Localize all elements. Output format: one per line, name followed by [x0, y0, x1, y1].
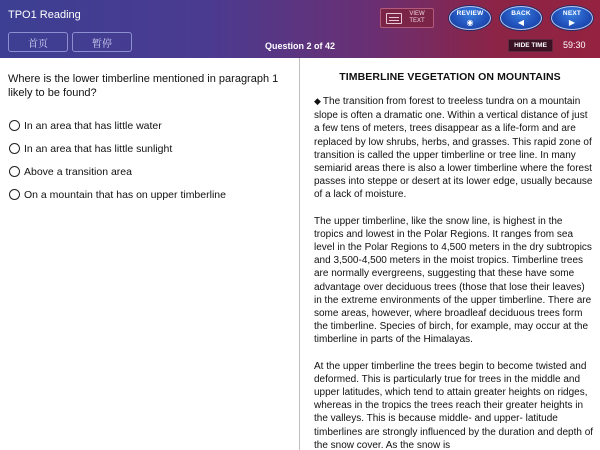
radio-button[interactable] — [9, 120, 20, 131]
passage-body — [314, 95, 594, 450]
view-text-button[interactable] — [380, 8, 434, 28]
answer-option-label[interactable]: In an area that has little sunlight — [24, 142, 173, 155]
passage-paragraph: The upper timberline, like the snow line, is highest in the tropics and lowest in the Polar Regions. It ranges from sea level in the Polar Regions to 4,500 meters in the dry subtropics and 3,500-4,500 meters in the moist tropics. Timberline trees are normally evergreens, suggesting that these have some advantage over deciduous trees (those that lose their leaves) in the extreme environments of the upper timberline. There are some areas, however, where broadleaf deciduous trees form the timberline. Species of birch, for example, may occur at the timberline in parts of the Himalayas. — [314, 215, 592, 346]
question-pane — [0, 58, 299, 450]
radio-button[interactable] — [9, 189, 20, 200]
radio-button[interactable] — [9, 166, 20, 177]
radio-button[interactable] — [9, 143, 20, 154]
next-label: NEXT — [562, 10, 582, 17]
answer-option[interactable] — [9, 137, 226, 160]
next-button[interactable] — [551, 6, 593, 30]
review-button[interactable] — [449, 6, 491, 30]
passage-title: TIMBERLINE VEGETATION ON MOUNTAINS — [339, 71, 561, 83]
back-button[interactable] — [500, 6, 542, 30]
arrow-right-icon: ▶ — [568, 18, 576, 27]
home-button[interactable]: 首页 — [8, 32, 68, 52]
diamond-icon: ◆ — [314, 97, 321, 107]
answer-option-label[interactable]: On a mountain that has on upper timberline — [24, 188, 226, 201]
answer-option[interactable] — [9, 183, 226, 206]
passage-pane[interactable] — [300, 58, 600, 450]
answer-option[interactable] — [9, 114, 226, 137]
answer-option-label[interactable]: In an area that has little water — [24, 119, 162, 132]
view-text-label: VIEW TEXT — [409, 11, 425, 24]
hide-time-button[interactable]: HIDE TIME — [508, 39, 553, 52]
arrow-left-icon: ◀ — [517, 18, 525, 27]
passage-paragraph — [314, 95, 594, 202]
question-counter: Question 2 of 42 — [265, 41, 336, 51]
answer-option[interactable] — [9, 160, 226, 183]
back-label: BACK — [511, 10, 531, 17]
review-label: REVIEW — [456, 10, 484, 17]
pause-button[interactable]: 暂停 — [72, 32, 132, 52]
passage-paragraph: At the upper timberline the trees begin to become twisted and deformed. This is particularly true for trees in the middle and upper latitudes, which tend to attain greater heights on ridges, whereas in the tropics the trees reach their greater heights in the valleys. This is because middle- and upper- latitude timberlines are strongly influenced by the duration and depth of the snow cover. As the snow is — [314, 360, 594, 450]
review-icon: ◉ — [466, 18, 474, 27]
paragraph-text: The transition from forest to treeless tundra on a mountain slope is often a dramatic one. Within a vertical distance of just a few tens of meters, trees disappear as a life-form and are replaced by low shrubs, herbs, and grasses. This rapid zone of transition is called the upper timberline or tree line. In many semiarid areas there is also a lower timberline where the forest passes into steppe or desert at its lower edge, usually because of a lack of moisture. — [314, 96, 593, 201]
app-title: TPO1 Reading — [8, 9, 81, 21]
countdown-timer: 59:30 — [563, 40, 586, 50]
document-icon — [386, 13, 402, 24]
answer-options — [9, 114, 226, 206]
top-toolbar — [0, 0, 600, 58]
answer-option-label[interactable]: Above a transition area — [24, 165, 132, 178]
question-text: Where is the lower timberline mentioned in paragraph 1 likely to be found? — [8, 73, 279, 99]
